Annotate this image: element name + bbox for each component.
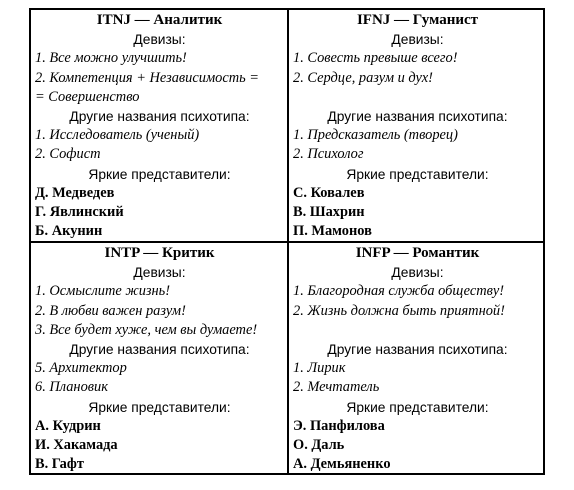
- representatives-label: Яркие представители:: [88, 399, 231, 415]
- other-names-label: Другие названия психотипа:: [327, 108, 508, 124]
- representative-item: В. Гафт: [35, 456, 84, 473]
- cell-title: INTP — Критик: [104, 245, 215, 261]
- representatives-label: Яркие представители:: [346, 166, 489, 182]
- psychotype-table: [29, 8, 545, 475]
- representative-item: Г. Явлинский: [35, 203, 124, 220]
- other-names-label: Другие названия психотипа:: [69, 341, 250, 357]
- representative-item: П. Мамонов: [293, 223, 372, 240]
- motto-item: 2. В любви важен разум!: [35, 302, 186, 319]
- representative-item: А. Кудрин: [35, 417, 101, 434]
- motto-item: 2. Сердце, разум и дух!: [293, 69, 433, 86]
- mottos-label: Девизы:: [391, 32, 444, 48]
- representative-item: Б. Акунин: [35, 223, 103, 240]
- representatives-label: Яркие представители:: [88, 166, 231, 182]
- motto-item: 2. Жизнь должна быть приятной!: [293, 302, 505, 319]
- other-name-item: 1. Предсказатель (творец): [293, 127, 458, 144]
- mottos-label: Девизы:: [133, 32, 186, 48]
- representative-item: С. Ковалев: [293, 184, 365, 201]
- cell-intp: [31, 243, 289, 473]
- cell-ifnj: [289, 10, 545, 243]
- representative-item: Э. Панфилова: [293, 417, 385, 434]
- other-name-item: 1. Исследователь (ученый): [35, 127, 200, 144]
- other-names-label: Другие названия психотипа:: [69, 108, 250, 124]
- cell-itnj: [31, 10, 289, 243]
- mottos-label: Девизы:: [133, 265, 186, 281]
- other-name-item: 1. Лирик: [293, 360, 346, 377]
- other-names-label: Другие названия психотипа:: [327, 341, 508, 357]
- motto-item: 1. Благородная служба обществу!: [293, 283, 505, 300]
- spacer: [293, 321, 542, 340]
- representative-item: И. Хакамада: [35, 436, 118, 453]
- spacer: [293, 88, 542, 107]
- motto-item: = Совершенство: [35, 88, 140, 105]
- representative-item: О. Даль: [293, 436, 345, 453]
- cell-title: IFNJ — Гуманист: [356, 12, 479, 28]
- motto-item: 1. Осмыслите жизнь!: [35, 283, 171, 300]
- representative-item: А. Демьяненко: [293, 456, 391, 473]
- motto-item: 1. Совесть превыше всего!: [293, 50, 458, 67]
- representatives-label: Яркие представители:: [346, 399, 489, 415]
- other-name-item: 2. Софист: [35, 146, 101, 163]
- representative-item: Д. Медведев: [35, 184, 115, 201]
- other-name-item: 2. Мечтатель: [293, 379, 380, 396]
- other-name-item: 5. Архитектор: [35, 360, 127, 377]
- motto-item: 3. Все будет хуже, чем вы думаете!: [35, 321, 258, 338]
- mottos-label: Девизы:: [391, 265, 444, 281]
- other-name-item: 2. Психолог: [293, 146, 364, 163]
- cell-infp: [289, 243, 545, 473]
- cell-title: ITNJ — Аналитик: [96, 12, 223, 28]
- motto-item: 2. Компетенция + Независимость =: [35, 69, 259, 86]
- cell-title: INFP — Романтик: [355, 245, 480, 261]
- other-name-item: 6. Плановик: [35, 379, 108, 396]
- motto-item: 1. Все можно улучшить!: [35, 50, 187, 67]
- representative-item: В. Шахрин: [293, 203, 365, 220]
